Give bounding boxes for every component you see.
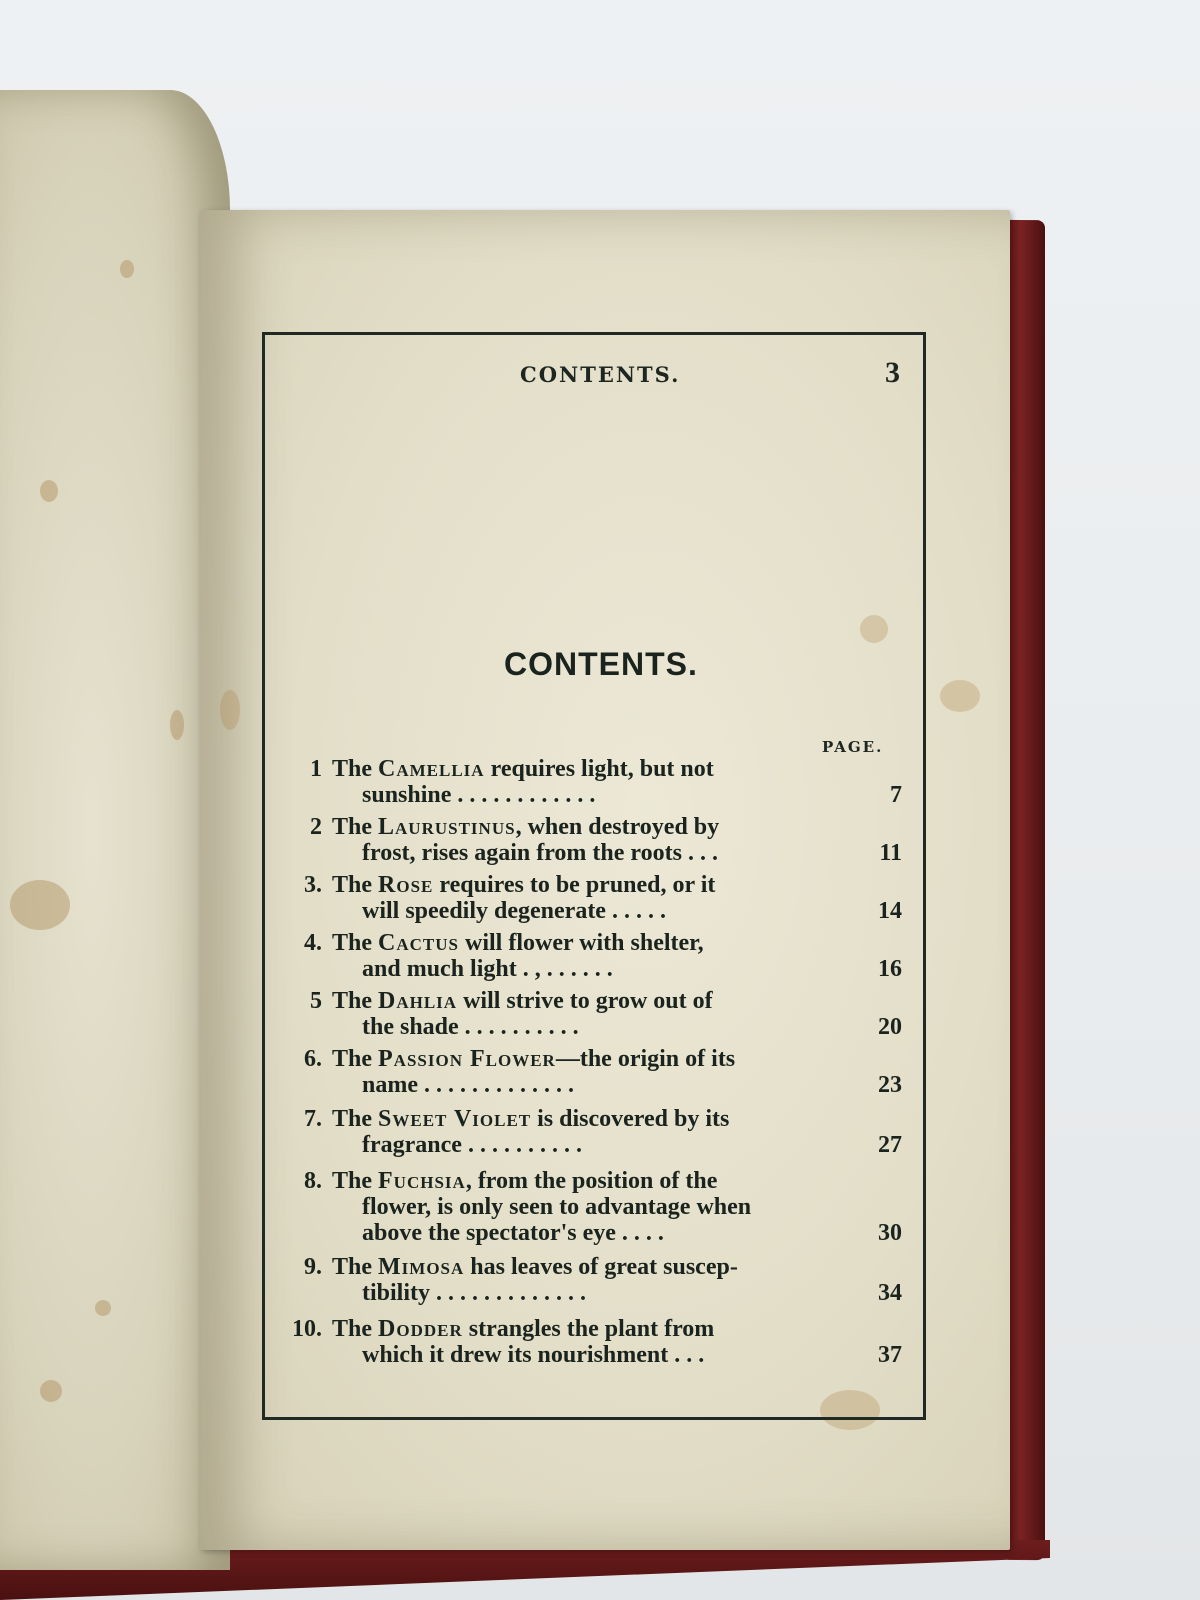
toc-entry: [270, 988, 910, 1046]
entry-title: The Dahlia will strive to grow out of: [332, 988, 713, 1014]
entry-title-cont: fragrance . . . . . . . . . .: [362, 1132, 582, 1158]
entry-page: 37: [878, 1342, 902, 1368]
entry-number: 4.: [304, 930, 322, 956]
entry-title-cont: the shade . . . . . . . . . .: [362, 1014, 579, 1040]
entry-page: 34: [878, 1280, 902, 1306]
foxing-spot: [220, 690, 240, 730]
entry-title: The Dodder strangles the plant from: [332, 1316, 715, 1342]
entry-number: 6.: [304, 1046, 322, 1072]
toc-entry: [270, 930, 910, 988]
entry-title-cont: and much light . , . . . . . .: [362, 956, 613, 982]
entry-title-cont: frost, rises again from the roots . . .: [362, 840, 718, 866]
entry-title: The Laurustinus, when destroyed by: [332, 814, 720, 840]
flower-name: Dodder: [378, 1316, 463, 1342]
book-cover-edge: [1005, 220, 1045, 1560]
toc-entry: [270, 756, 910, 814]
toc-list: [270, 756, 910, 1374]
page-number: 3: [885, 356, 900, 389]
toc-entry: [270, 1106, 910, 1168]
toc-entry: [270, 1316, 910, 1374]
entry-page: 14: [878, 898, 902, 924]
flower-name: Cactus: [378, 930, 459, 956]
entry-page: 23: [878, 1072, 902, 1098]
entry-title: The Mimosa has leaves of great suscep-: [332, 1254, 738, 1280]
entry-number: 9.: [304, 1254, 322, 1280]
entry-title: The Passion Flower—the origin of its: [332, 1046, 736, 1072]
entry-title: The Fuchsia, from the position of the: [332, 1168, 718, 1194]
entry-page: 11: [879, 840, 902, 866]
entry-page: 16: [878, 956, 902, 982]
foxing-spot: [40, 480, 58, 502]
entry-number: 3.: [304, 872, 322, 898]
entry-title: The Sweet Violet is discovered by its: [332, 1106, 730, 1132]
running-head: CONTENTS.: [520, 362, 681, 387]
foxing-spot: [10, 880, 70, 930]
entry-title-cont: which it drew its nourishment . . .: [362, 1342, 705, 1368]
entry-title-cont: above the spectator's eye . . . .: [362, 1220, 664, 1246]
foxing-spot: [170, 710, 184, 740]
toc-entry: [270, 1168, 910, 1254]
entry-title-cont: tibility . . . . . . . . . . . . .: [362, 1280, 587, 1306]
entry-title-cont: will speedily degenerate . . . . .: [362, 898, 666, 924]
entry-title-cont: sunshine . . . . . . . . . . . .: [362, 782, 596, 808]
flower-name: Sweet Violet: [378, 1106, 532, 1132]
foxing-spot: [120, 260, 134, 278]
flower-name: Rose: [378, 872, 434, 898]
flower-name: Camellia: [378, 756, 485, 782]
foxing-spot: [940, 680, 980, 712]
entry-page: 20: [878, 1014, 902, 1040]
flower-name: Fuchsia: [378, 1168, 466, 1194]
entry-number: 10.: [292, 1316, 322, 1342]
toc-entry: [270, 814, 910, 872]
foxing-spot: [40, 1380, 62, 1402]
flower-name: Laurustinus: [378, 814, 516, 840]
left-page: [0, 90, 230, 1570]
entry-title: The Cactus will flower with shelter,: [332, 930, 704, 956]
entry-title-cont: flower, is only seen to advantage when: [362, 1194, 752, 1220]
contents-title: CONTENTS.: [504, 646, 698, 682]
entry-title: The Rose requires to be pruned, or it: [332, 872, 716, 898]
entry-title: The Camellia requires light, but not: [332, 756, 714, 782]
entry-number: 8.: [304, 1168, 322, 1194]
entry-number: 2: [310, 814, 322, 840]
flower-name: Mimosa: [378, 1254, 465, 1280]
entry-number: 1: [310, 756, 322, 782]
entry-number: 7.: [304, 1106, 322, 1132]
toc-entry: [270, 1046, 910, 1106]
entry-number: 5: [310, 988, 322, 1014]
entry-page: 7: [890, 782, 902, 808]
flower-name: Passion Flower: [378, 1046, 556, 1072]
entry-title-cont: name . . . . . . . . . . . . .: [362, 1072, 574, 1098]
entry-page: 30: [878, 1220, 902, 1246]
entry-page: 27: [878, 1132, 902, 1158]
page-column-label: PAGE.: [822, 738, 884, 756]
flower-name: Dahlia: [378, 988, 458, 1014]
toc-entry: [270, 872, 910, 930]
toc-entry: [270, 1254, 910, 1316]
foxing-spot: [95, 1300, 111, 1316]
